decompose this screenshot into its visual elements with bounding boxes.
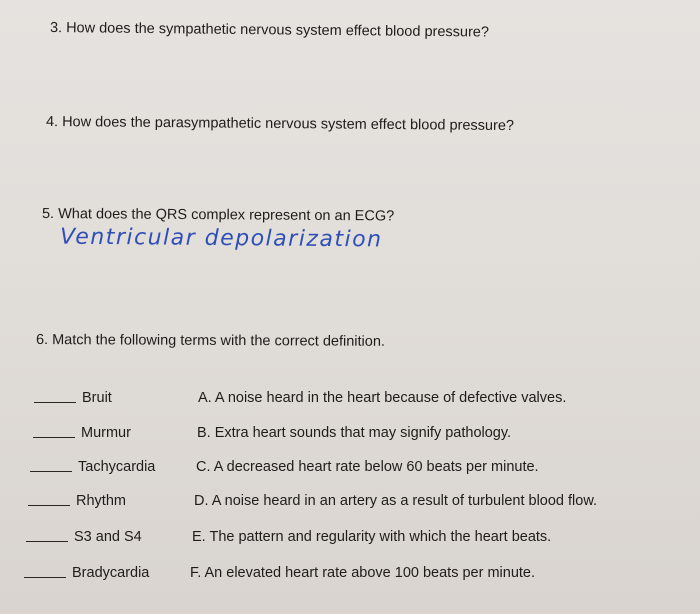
question-5: 5. What does the QRS complex represent on an ECG? bbox=[41, 206, 395, 225]
question-4: 4. How does the parasympathetic nervous system effect blood pressure? bbox=[45, 114, 515, 135]
match-row-2 bbox=[33, 425, 673, 445]
match-row-3 bbox=[30, 459, 670, 479]
term-bruit: Bruit bbox=[82, 390, 112, 406]
match-row-1 bbox=[34, 390, 674, 410]
answer-blank[interactable] bbox=[30, 471, 72, 472]
definition-b: B. Extra heart sounds that may signify pathology. bbox=[197, 425, 512, 441]
term-bradycardia: Bradycardia bbox=[72, 565, 150, 581]
question-5-handwritten-answer: Ventricular depolarization bbox=[59, 224, 383, 253]
term-s3-and-s4: S3 and S4 bbox=[74, 529, 142, 545]
answer-blank[interactable] bbox=[34, 402, 76, 403]
answer-blank[interactable] bbox=[33, 437, 75, 438]
question-3: 3. How does the sympathetic nervous system effect blood pressure? bbox=[49, 20, 490, 41]
match-row-5 bbox=[26, 529, 666, 549]
question-6: 6. Match the following terms with the correct definition. bbox=[35, 332, 386, 350]
term-tachycardia: Tachycardia bbox=[78, 459, 156, 475]
definition-d: D. A noise heard in an artery as a result of turbulent blood flow. bbox=[194, 493, 598, 509]
match-row-4 bbox=[28, 493, 668, 513]
term-rhythm: Rhythm bbox=[76, 493, 126, 509]
match-row-6 bbox=[24, 565, 664, 585]
answer-blank[interactable] bbox=[28, 505, 70, 506]
definition-c: C. A decreased heart rate below 60 beats per minute. bbox=[196, 459, 539, 475]
term-murmur: Murmur bbox=[81, 425, 131, 441]
definition-e: E. The pattern and regularity with which the heart beats. bbox=[192, 529, 552, 545]
answer-blank[interactable] bbox=[26, 541, 68, 542]
answer-blank[interactable] bbox=[24, 577, 66, 578]
definition-a: A. A noise heard in the heart because of defective valves. bbox=[198, 390, 567, 406]
definition-f: F. An elevated heart rate above 100 beats per minute. bbox=[190, 565, 536, 581]
